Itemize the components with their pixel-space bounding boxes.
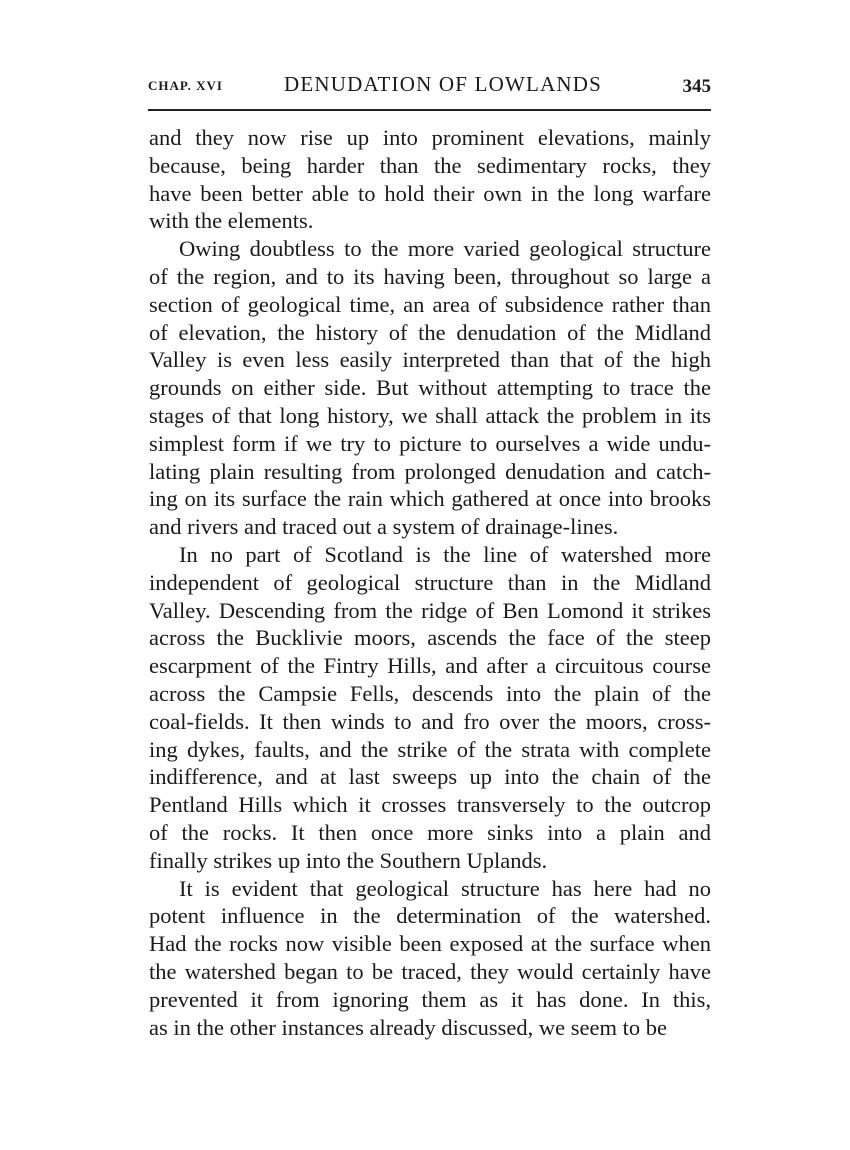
text-line: the watershed began to be traced, they would certainly have [149,958,711,984]
text-line: section of geological time, an area of subsidence rather than [149,291,711,317]
text-line: lating plain resulting from prolonged denudation and catch- [149,458,711,484]
text-line: escarpment of the Fintry Hills, and after a circuitous course [149,653,711,679]
text-line: indifference, and at last sweeps up into the chain of the [149,764,711,790]
text-line: have been better able to hold their own in the long warfare [149,180,711,206]
paragraph [149,124,711,235]
paragraph [149,875,711,1042]
running-title: DENUDATION OF LOWLANDS [284,72,603,96]
header-rule [148,109,711,111]
text-line: and they now rise up into prominent elevations, mainly [149,125,711,150]
text-line: In no part of Scotland is the line of watershed more [179,541,711,567]
chapter-label: CHAP. XVI [148,78,223,93]
text-line: Pentland Hills which it crosses transversely to the outcrop [149,792,711,818]
text-line: Owing doubtless to the more varied geological structure [179,236,711,262]
page-number: 345 [682,76,711,97]
text-line: across the Bucklivie moors, ascends the face of the steep [149,625,711,651]
body-text [149,124,711,1041]
text-line: Valley. Descending from the ridge of Ben Lomond it strikes [149,597,711,623]
text-line: Had the rocks now visible been exposed at the surface when [149,931,711,957]
text-line: with the elements. [149,208,314,234]
paragraph [149,541,711,875]
text-line: of the rocks. It then once more sinks into a plain and [149,819,711,845]
paragraph [149,235,711,541]
text-line: grounds on either side. But without attempting to trace the [149,375,711,401]
text-line: finally strikes up into the Southern Uplands. [149,847,548,873]
text-line: potent influence in the determination of the watershed. [149,903,711,929]
running-head [148,72,711,102]
text-line: Valley is even less easily interpreted than that of the high [149,347,711,373]
text-line: across the Campsie Fells, descends into the plain of the [149,680,711,706]
text-line: prevented it from ignoring them as it has done. In this, [149,986,711,1012]
text-line: and rivers and traced out a system of drainage-lines. [149,514,619,540]
text-line: simplest form if we try to picture to ourselves a wide undu- [149,430,711,456]
text-line: of elevation, the history of the denudation of the Midland [149,319,711,345]
text-line: It is evident that geological structure has here had no [179,875,711,901]
text-line: as in the other instances already discussed, we seem to be [149,1014,667,1040]
text-line: ing on its surface the rain which gathered at once into brooks [149,486,711,512]
text-line: independent of geological structure than in the Midland [149,569,711,595]
text-line: because, being harder than the sedimentary rocks, they [149,152,711,178]
text-line: coal-fields. It then winds to and fro over the moors, cross- [149,708,711,734]
text-line: stages of that long history, we shall attack the problem in its [149,402,711,428]
text-line: of the region, and to its having been, throughout so large a [149,263,711,289]
text-line: ing dykes, faults, and the strike of the strata with complete [149,736,711,762]
